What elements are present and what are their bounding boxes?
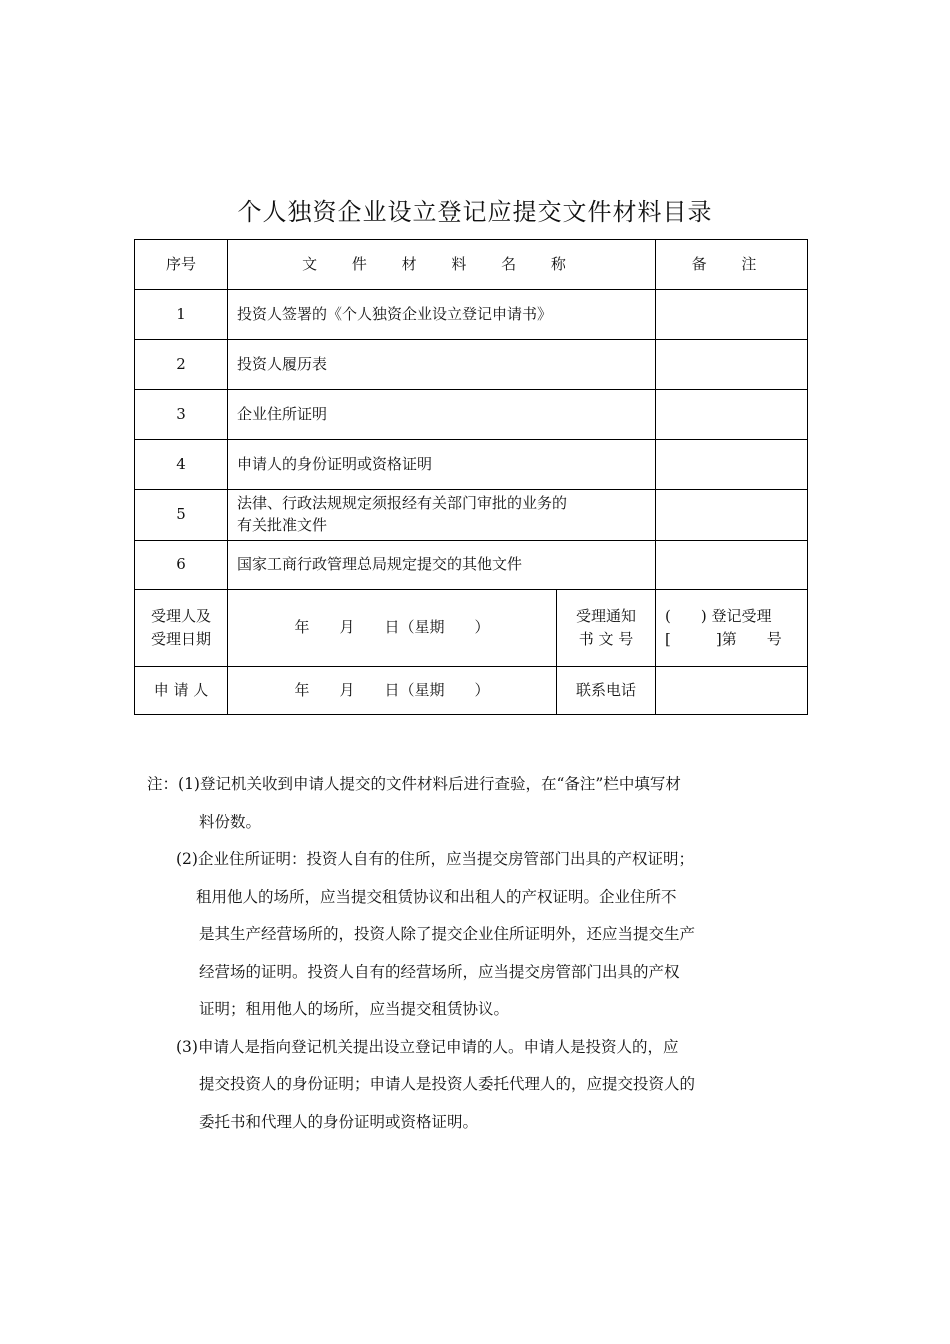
note-2-line3: 是其生产经营场所的，投资人除了提交企业住所证明外，还应当提交生产 [199,925,696,943]
note-2-line4: 经营场的证明。投资人自有的经营场所，应当提交房管部门出具的产权 [199,962,680,981]
row-remark[interactable] [656,541,808,590]
applicant-date[interactable]: 年 月 日（星期 ） [228,667,557,715]
row-doc-name: 投资人签署的《个人独资企业设立登记申请书》 [228,290,656,340]
notice-number[interactable] [656,590,808,667]
header-remark: 备 注 [656,240,808,290]
row-remark[interactable] [656,290,808,340]
row-seq: 3 [135,390,228,440]
notice-label-line2: 书 文 号 [578,630,634,648]
note-2-line5: 证明；租用他人的场所，应当提交租赁协议。 [199,1000,510,1018]
header-name: 文 件 材 料 名 称 [228,240,656,290]
receiver-label [135,590,228,667]
phone-label: 联系电话 [557,667,656,715]
note-1-line2: 料份数。 [199,812,262,831]
row-doc-name: 国家工商行政管理总局规定提交的其他文件 [228,541,656,590]
table-header-row [135,240,808,290]
row-doc-name-line2: 有关批准文件 [237,516,328,534]
table-row [135,490,808,541]
notice-number-line2: [ ]第 号 [665,630,782,648]
notes-section [147,766,807,1141]
notes-prefix: 注： [147,775,179,793]
row-doc-name-line1: 法律、行政法规规定须报经有关部门审批的业务的 [237,494,568,513]
table-row [135,340,808,390]
phone-value[interactable] [656,667,808,715]
notice-label [557,590,656,667]
header-seq: 序号 [135,240,228,290]
table-row [135,390,808,440]
applicant-row [135,667,808,715]
receiver-row [135,590,808,667]
row-remark[interactable] [656,390,808,440]
note-2-line1: (2)企业住所证明：投资人自有的住所，应当提交房管部门出具的产权证明； [176,850,694,868]
row-seq: 5 [135,490,228,541]
receiver-label-line1: 受理人及 [150,606,211,625]
row-remark[interactable] [656,440,808,490]
row-doc-name [228,490,656,541]
table-row [135,290,808,340]
row-remark[interactable] [656,490,808,541]
notice-number-line1: ( ) 登记受理 [665,606,772,625]
row-seq: 1 [135,290,228,340]
row-remark[interactable] [656,340,808,390]
row-doc-name: 申请人的身份证明或资格证明 [228,440,656,490]
row-seq: 6 [135,541,228,590]
row-seq: 2 [135,340,228,390]
document-table [134,239,808,715]
note-item-1 [147,766,807,804]
note-3-line1: (3)申请人是指向登记机关提出设立登记申请的人。申请人是投资人的，应 [176,1037,679,1056]
receiver-date[interactable]: 年 月 日（星期 ） [228,590,557,667]
note-3-line2: 提交投资人的身份证明；申请人是投资人委托代理人的，应提交投资人的 [199,1075,696,1093]
table-row [135,440,808,490]
applicant-label: 申 请 人 [135,667,228,715]
row-doc-name: 投资人履历表 [228,340,656,390]
note-3-line3: 委托书和代理人的身份证明或资格证明。 [199,1112,479,1131]
note-1-line1: (1)登记机关收到申请人提交的文件材料后进行查验，在“备注”栏中填写材 [178,775,681,793]
page-title: 个人独资企业设立登记应提交文件材料目录 [237,198,713,226]
notice-label-line1: 受理通知 [575,606,636,625]
row-seq: 4 [135,440,228,490]
receiver-label-line2: 受理日期 [150,630,211,648]
row-doc-name: 企业住所证明 [228,390,656,440]
note-2-line2: 租用他人的场所，应当提交租赁协议和出租人的产权证明。企业住所不 [196,887,677,906]
table-row [135,541,808,590]
